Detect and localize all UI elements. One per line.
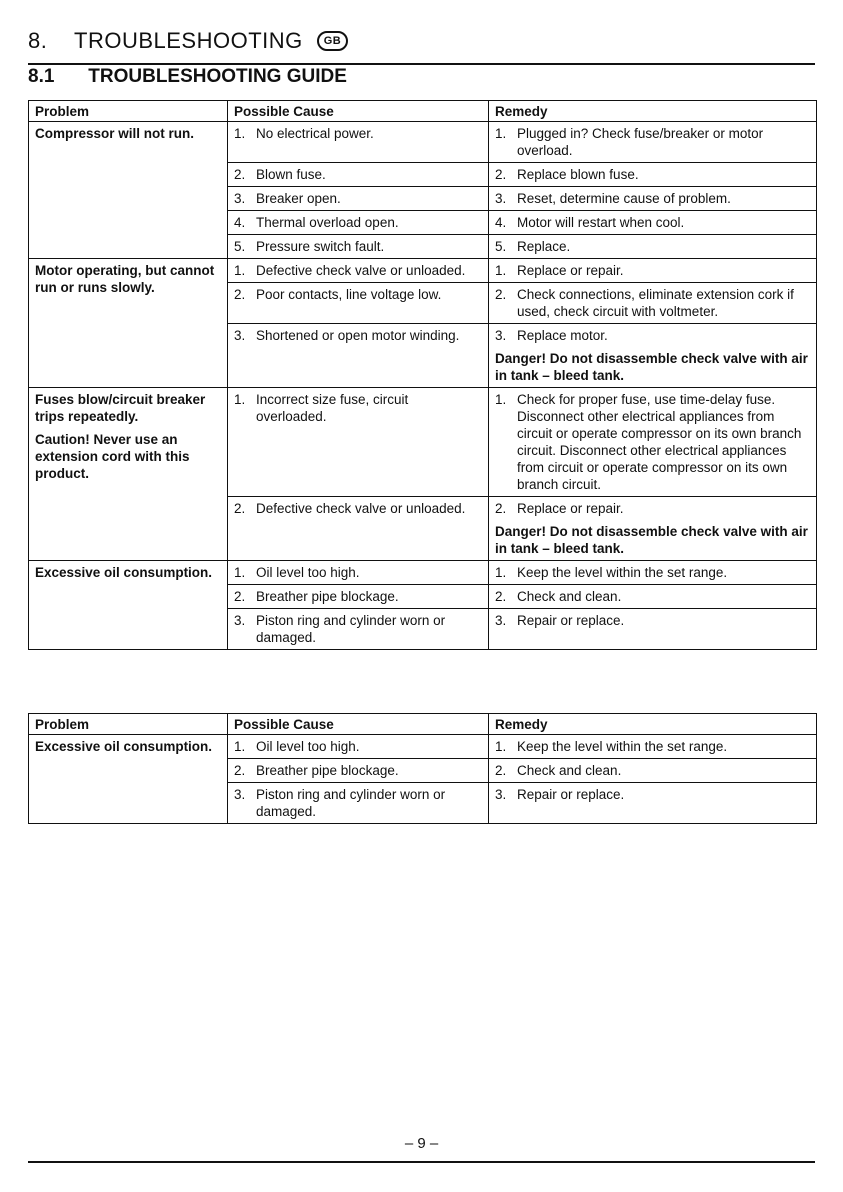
remedy-item: [495, 286, 810, 320]
cause-number: 2.: [234, 501, 246, 516]
problem-text: Fuses blow/circuit breaker trips repeatedly.: [35, 392, 206, 424]
cause-item: [234, 762, 482, 779]
header-remedy: Remedy: [489, 101, 817, 122]
remedy-cell: [489, 283, 817, 324]
remedy-number: 1.: [495, 263, 507, 278]
remedy-item: [495, 738, 810, 755]
cause-cell: [228, 783, 489, 824]
remedy-number: 2.: [495, 763, 507, 778]
remedy-cell: [489, 259, 817, 283]
problem-text: Motor operating, but cannot run or runs slowly.: [35, 263, 215, 295]
section-heading: [28, 28, 348, 54]
remedy-text: Reset, determine cause of problem.: [517, 191, 731, 206]
remedy-number: 2.: [495, 501, 507, 516]
remedy-item: [495, 588, 810, 605]
problem-text: Excessive oil consumption.: [35, 739, 213, 754]
remedy-item: [495, 214, 810, 231]
cause-item: [234, 500, 482, 517]
table-header-row: [29, 714, 817, 735]
remedy-text: Keep the level within the set range.: [517, 739, 728, 754]
remedy-cell: [489, 497, 817, 561]
table-row: [29, 561, 817, 585]
cause-number: 4.: [234, 215, 246, 230]
cause-item: [234, 327, 482, 344]
remedy-text: Check connections, eliminate extension cork if used, check circuit with voltmeter.: [517, 287, 794, 319]
troubleshooting-table: [28, 100, 817, 650]
remedy-text: Check and clean.: [517, 589, 622, 604]
cause-number: 1.: [234, 392, 246, 407]
remedy-number: 3.: [495, 328, 507, 343]
remedy-text: Replace or repair.: [517, 263, 624, 278]
remedy-number: 1.: [495, 739, 507, 754]
remedy-text: Replace.: [517, 239, 571, 254]
remedy-text: Replace or repair.: [517, 501, 624, 516]
header-problem: Problem: [29, 101, 228, 122]
cause-text: Poor contacts, line voltage low.: [256, 287, 442, 302]
remedy-text: Repair or replace.: [517, 787, 625, 802]
cause-number: 3.: [234, 613, 246, 628]
cause-text: Blown fuse.: [256, 167, 326, 182]
remedy-text: Plugged in? Check fuse/breaker or motor overload.: [517, 126, 764, 158]
remedy-item: [495, 762, 810, 779]
cause-text: Piston ring and cylinder worn or damaged.: [256, 613, 446, 645]
cause-cell: [228, 324, 489, 388]
cause-cell: [228, 163, 489, 187]
page-number: – 9 –: [404, 1135, 439, 1152]
problem-cell: [29, 259, 228, 388]
cause-number: 3.: [234, 191, 246, 206]
cause-item: [234, 125, 482, 142]
cause-cell: [228, 609, 489, 650]
heading-divider: [28, 63, 815, 65]
cause-cell: [228, 561, 489, 585]
remedy-number: 1.: [495, 126, 507, 141]
subsection-heading: [28, 66, 347, 88]
problem-cell: [29, 388, 228, 561]
remedy-text: Replace blown fuse.: [517, 167, 639, 182]
remedy-cell: [489, 561, 817, 585]
cause-item: [234, 391, 482, 425]
table-row: [29, 259, 817, 283]
remedy-number: 5.: [495, 239, 507, 254]
remedy-number: 4.: [495, 215, 507, 230]
language-badge: GB: [317, 31, 349, 51]
cause-number: 1.: [234, 126, 246, 141]
cause-cell: [228, 211, 489, 235]
remedy-number: 3.: [495, 787, 507, 802]
cause-cell: [228, 497, 489, 561]
header-problem: Problem: [29, 714, 228, 735]
problem-text: Compressor will not run.: [35, 126, 195, 141]
cause-item: [234, 166, 482, 183]
table-row: [29, 735, 817, 759]
cause-item: [234, 612, 482, 646]
cause-number: 2.: [234, 287, 246, 302]
remedy-item: [495, 327, 810, 344]
remedy-cell: [489, 585, 817, 609]
cause-cell: [228, 735, 489, 759]
cause-item: [234, 262, 482, 279]
cause-cell: [228, 122, 489, 163]
cause-text: Defective check valve or unloaded.: [256, 263, 466, 278]
remedy-cell: [489, 187, 817, 211]
section-number: 8.: [28, 28, 48, 53]
cause-item: [234, 190, 482, 207]
subsection-number: 8.1: [28, 66, 55, 87]
cause-text: Shortened or open motor winding.: [256, 328, 460, 343]
cause-number: 1.: [234, 565, 246, 580]
cause-item: [234, 214, 482, 231]
cause-text: Oil level too high.: [256, 565, 360, 580]
remedy-cell: [489, 735, 817, 759]
header-possible-cause: Possible Cause: [228, 101, 489, 122]
remedy-number: 3.: [495, 191, 507, 206]
section-title: TROUBLESHOOTING: [74, 28, 303, 53]
remedy-text: Keep the level within the set range.: [517, 565, 728, 580]
cause-cell: [228, 585, 489, 609]
cause-text: Breaker open.: [256, 191, 341, 206]
remedy-cell: [489, 122, 817, 163]
cause-item: [234, 786, 482, 820]
remedy-item: [495, 500, 810, 517]
remedy-item: [495, 786, 810, 803]
header-possible-cause: Possible Cause: [228, 714, 489, 735]
cause-text: Oil level too high.: [256, 739, 360, 754]
remedy-item: [495, 190, 810, 207]
remedy-number: 2.: [495, 287, 507, 302]
cause-cell: [228, 235, 489, 259]
remedy-item: [495, 166, 810, 183]
cause-item: [234, 738, 482, 755]
cause-number: 2.: [234, 763, 246, 778]
subsection-title: TROUBLESHOOTING GUIDE: [88, 66, 347, 87]
cause-text: Piston ring and cylinder worn or damaged.: [256, 787, 446, 819]
remedy-item: [495, 125, 810, 159]
problem-cell: [29, 561, 228, 650]
remedy-number: 2.: [495, 167, 507, 182]
cause-number: 5.: [234, 239, 246, 254]
remedy-text: Replace motor.: [517, 328, 608, 343]
cause-number: 2.: [234, 167, 246, 182]
cause-number: 3.: [234, 328, 246, 343]
cause-text: Incorrect size fuse, circuit overloaded.: [256, 392, 409, 424]
cause-item: [234, 588, 482, 605]
remedy-item: [495, 612, 810, 629]
cause-number: 1.: [234, 263, 246, 278]
remedy-text: Check for proper fuse, use time-delay fuse. Disconnect other electrical appliances from circuit or operate compressor on its own branch circuit. Disconnect other electrical appliances from circuit or operate compressor on its own branch circuit.: [517, 392, 802, 492]
problem-text: Caution! Never use an extension cord with this product.: [35, 432, 190, 481]
remedy-number: 1.: [495, 565, 507, 580]
problem-text: Excessive oil consumption.: [35, 565, 213, 580]
table-header-row: [29, 101, 817, 122]
remedy-text: Motor will restart when cool.: [517, 215, 685, 230]
cause-cell: [228, 759, 489, 783]
problem-cell: [29, 122, 228, 259]
header-remedy: Remedy: [489, 714, 817, 735]
cause-item: [234, 238, 482, 255]
cause-text: No electrical power.: [256, 126, 374, 141]
remedy-cell: [489, 759, 817, 783]
cause-text: Pressure switch fault.: [256, 239, 385, 254]
cause-cell: [228, 388, 489, 497]
danger-warning: Danger! Do not disassemble check valve with air in tank – bleed tank.: [495, 524, 808, 556]
remedy-number: 3.: [495, 613, 507, 628]
cause-item: [234, 564, 482, 581]
remedy-cell: [489, 163, 817, 187]
remedy-cell: [489, 783, 817, 824]
remedy-cell: [489, 211, 817, 235]
cause-text: Breather pipe blockage.: [256, 763, 399, 778]
cause-text: Breather pipe blockage.: [256, 589, 399, 604]
cause-cell: [228, 187, 489, 211]
remedy-item: [495, 564, 810, 581]
remedy-cell: [489, 324, 817, 388]
table-row: [29, 388, 817, 497]
remedy-cell: [489, 609, 817, 650]
remedy-item: [495, 391, 810, 493]
remedy-cell: [489, 235, 817, 259]
remedy-text: Check and clean.: [517, 763, 622, 778]
remedy-item: [495, 238, 810, 255]
problem-cell: [29, 735, 228, 824]
footer-divider: [28, 1161, 815, 1163]
remedy-cell: [489, 388, 817, 497]
cause-number: 3.: [234, 787, 246, 802]
troubleshooting-table-continued: [28, 713, 817, 824]
remedy-item: [495, 262, 810, 279]
cause-number: 1.: [234, 739, 246, 754]
cause-item: [234, 286, 482, 303]
cause-cell: [228, 259, 489, 283]
remedy-number: 1.: [495, 392, 507, 407]
cause-cell: [228, 283, 489, 324]
cause-text: Thermal overload open.: [256, 215, 399, 230]
remedy-text: Repair or replace.: [517, 613, 625, 628]
table-row: [29, 122, 817, 163]
remedy-number: 2.: [495, 589, 507, 604]
danger-warning: Danger! Do not disassemble check valve with air in tank – bleed tank.: [495, 351, 808, 383]
cause-text: Defective check valve or unloaded.: [256, 501, 466, 516]
cause-number: 2.: [234, 589, 246, 604]
